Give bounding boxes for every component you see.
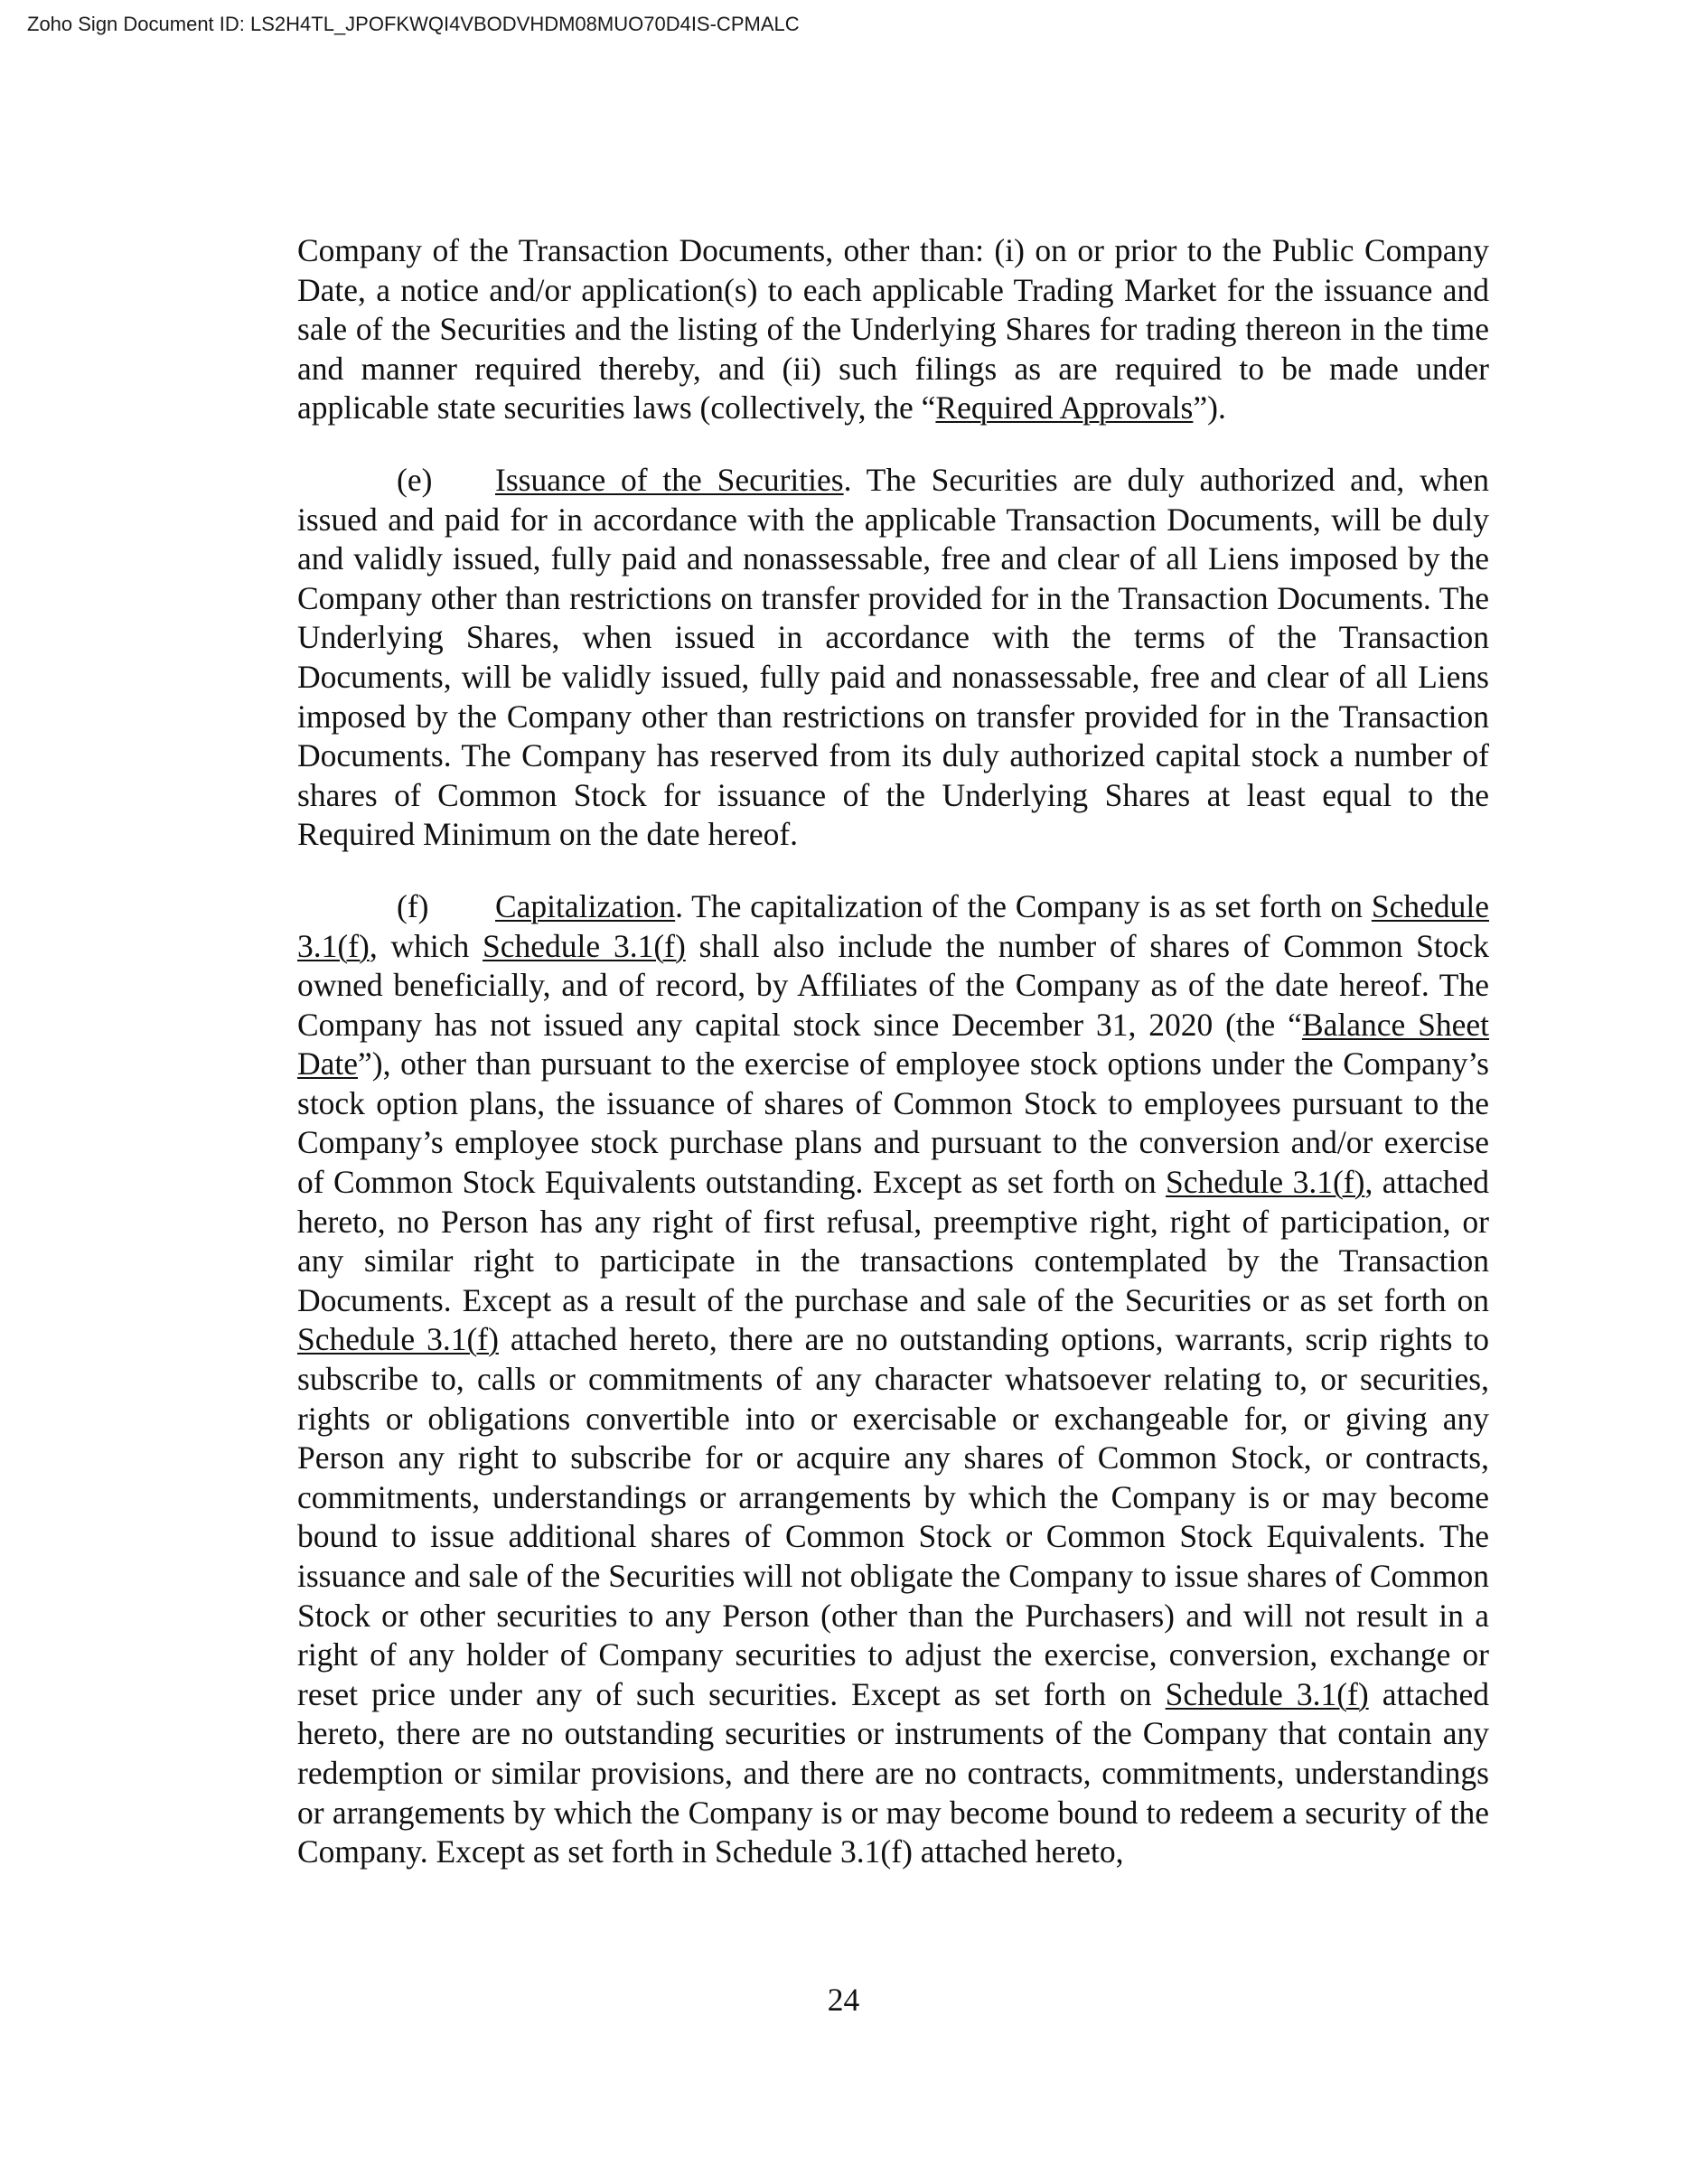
schedule-reference: Schedule 3.1(f) <box>483 927 686 964</box>
schedule-reference: Schedule 3.1(f) <box>1165 1675 1369 1712</box>
paragraph-text: . The capitalization of the Company is as set forth on <box>675 887 1372 924</box>
paragraph-e <box>297 461 1489 855</box>
paragraph-text: ”). <box>1193 389 1226 426</box>
paragraph-text: , which <box>369 927 483 964</box>
section-heading-issuance: Issuance of the Securities <box>495 461 844 498</box>
paragraph-text: attached hereto, there are no outstanding securities or instruments of the Company that contain any redemption or similar provisions, and there are no contracts, commitments, understandings or arrangements by which the Company is or may become bound to redeem a security of the Company. Except as set forth in Schedule 3.1(f) attached hereto, <box>297 1675 1490 1870</box>
paragraph-text: attached hereto, there are no outstanding options, warrants, scrip rights to subscribe to, calls or commitments of any character whatsoever relating to, or securities, rights or obligations convertible into or exercisable or exchangeable for, or giving any Person any right to subscribe for or acquire any shares of Common Stock, or contracts, commitments, understandings or arrangements by which the Company is or may become bound to issue additional shares of Common Stock or Common Stock Equivalents. The issuance and sale of the Securities will not obligate the Company to issue shares of Common Stock or other securities to any Person (other than the Purchasers) and will not result in a right of any holder of Company securities to adjust the exercise, conversion, exchange or reset price under any of such securities. Except as set forth on <box>297 1321 1490 1712</box>
schedule-reference: Schedule 3.1(f) <box>297 1321 499 1358</box>
paragraph-text: Company of the Transaction Documents, other than: (i) on or prior to the Public Company Date, a notice and/or application(s) to each applicable Trading Market for the issuance and sale of the Securities and the listing of the Underlying Shares for trading thereon in the time and manner required thereby, and (ii) such filings as are required to be made under applicable state securities laws (collectively, the “ <box>297 232 1489 426</box>
document-body <box>297 231 1489 1905</box>
paragraph-d-continuation <box>297 231 1489 428</box>
section-heading-capitalization: Capitalization <box>495 887 676 924</box>
paragraph-text: . The Securities are duly authorized and, when issued and paid for in accordance with the applicable Transaction Documents, will be duly and validly issued, fully paid and nonassessable, free and clear of all Liens imposed by the Company other than restrictions on transfer provided for in the Transaction Documents. The Underlying Shares, when issued in accordance with the terms of the Transaction Documents, will be validly issued, fully paid and nonassessable, free and clear of all Liens imposed by the Company other than restrictions on transfer provided for in the Transaction Documents. The Company has reserved from its duly authorized capital stock a number of shares of Common Stock for issuance of the Underlying Shares at least equal to the Required Minimum on the date hereof. <box>297 461 1489 853</box>
section-marker-f: (f) <box>397 887 429 924</box>
defined-term-balance-sheet-date: Balance Sheet Date <box>297 1006 1490 1083</box>
paragraph-text: ”), other than pursuant to the exercise of employee stock options under the Company’s stock option plans, the issuance of shares of Common Stock to employees pursuant to the Company’s employee stock purchase plans and pursuant to the conversion and/or exercise of Common Stock Equivalents outstanding. Except as set forth on <box>297 1045 1489 1201</box>
page-number: 24 <box>827 1982 860 2018</box>
defined-term-required-approvals: Required Approvals <box>935 389 1194 426</box>
schedule-reference: Schedule 3.1(f) <box>297 887 1489 964</box>
paragraph-text: shall also include the number of shares of Common Stock owned beneficially, and of record, by Affiliates of the Company as of the date hereof. The Company has not issued any capital stock since December 31, 2020 (the “ <box>297 927 1489 1043</box>
section-marker-e: (e) <box>397 461 433 498</box>
paragraph-f <box>297 887 1489 1872</box>
schedule-reference: Schedule 3.1(f) <box>1166 1164 1365 1201</box>
document-id-header: Zoho Sign Document ID: LS2H4TL_JPOFKWQI4VBODVHDM08MUO70D4IS-CPMALC <box>27 13 800 35</box>
paragraph-text: , attached hereto, no Person has any right of first refusal, preemptive right, right of participation, or any similar right to participate in the transactions contemplated by the Transaction Documents. Except as a result of the purchase and sale of the Securities or as set forth on <box>297 1164 1489 1318</box>
